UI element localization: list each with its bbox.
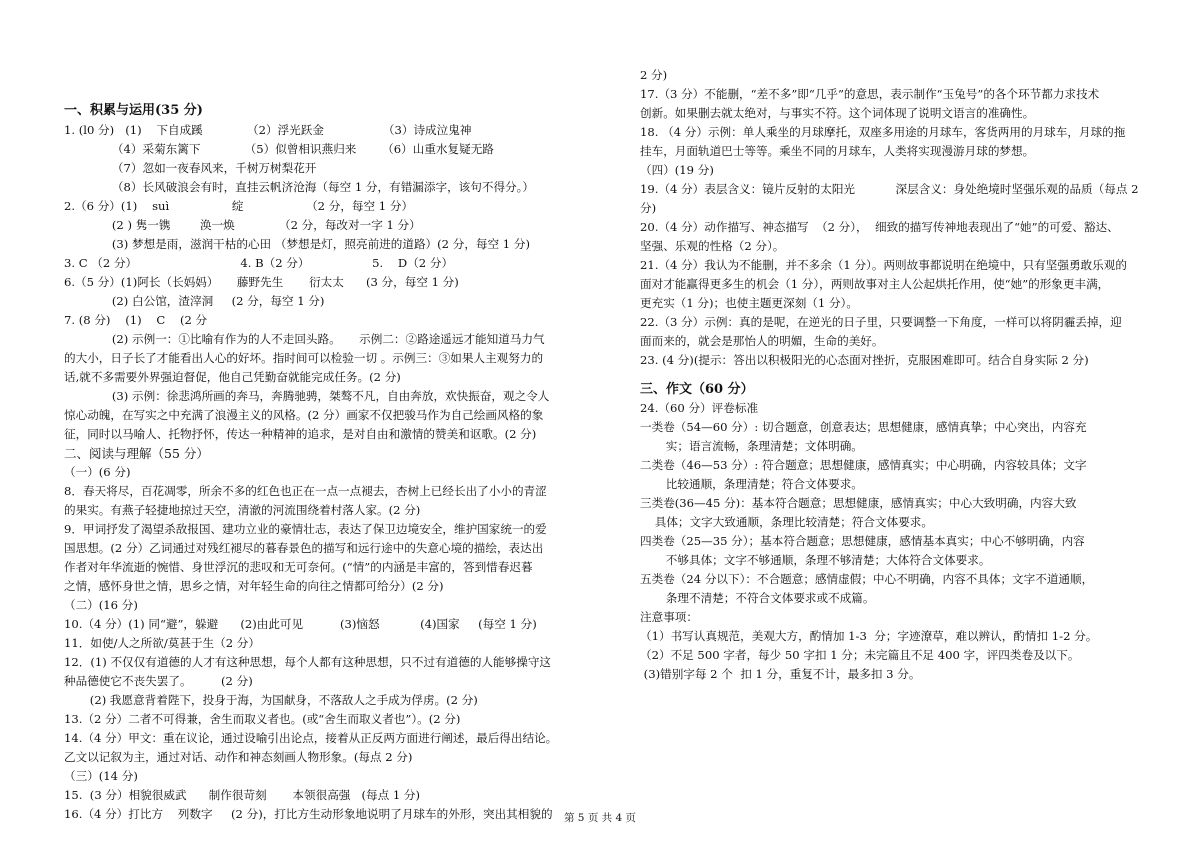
text-line: 21.（4 分）我认为不能删，并不多余（1 分）。两则故事都说明在绝境中，只有坚强勇敢乐观的: [640, 258, 1127, 272]
text-line: 种品德使它不丧失罢了。 (2 分): [64, 674, 253, 688]
text-line: 20.（4 分）动作描写、神态描写 （2 分）， 细致的描写传神地表现出了“她”的可爱、豁达、: [640, 220, 1119, 234]
text-line: 1. (l0 分) (1) 下自成蹊 （2）浮光跃金 （3）诗成泣鬼神: [64, 123, 472, 137]
text-line: 征，同时以马喻人、托物抒怀，传达一种精神的追求，是对自由和激情的赞美和讴歌。(2 分): [64, 427, 537, 441]
text-line: 的果实。有燕子轻捷地掠过天空，清澈的河流围绕着村落人家。(2 分): [64, 503, 421, 517]
text-line: 更充实（1 分)；也使主题更深刻（1 分）。: [640, 296, 858, 310]
text-line: 话,就不多需要外界强迫督促，他自己凭勤奋就能完成任务。(2 分): [64, 370, 401, 384]
text-line: 13.（2 分）二者不可得兼，舍生而取义者也。(或“舍生而取义者也”）。(2 分): [64, 712, 461, 726]
text-line: 比较通顺，条理清楚；符合文体要求。: [640, 477, 863, 491]
text-line: 三类卷(36—45 分)：基本符合题意；思想健康，感情真实；中心大致明确，内容大致: [640, 496, 1077, 510]
text-line: (3) 示例：徐悲鸿所画的奔马，奔腾驰骋，桀骜不凡，自由奔放，欢快振奋，观之令人: [64, 389, 550, 403]
text-line: 具体；文字大致通顺，条理比较清楚；符合文体要求。: [640, 515, 933, 529]
section-heading: 一、积累与运用(35 分): [64, 103, 203, 118]
text-line: 6.（5 分）(1)阿长（长妈妈） 藤野先生 衍太太 (3 分，每空 1 分): [64, 275, 459, 289]
text-line: 10.（4 分）(1) 同“避”，躲避 (2)由此可见 (3)恼怒 (4)国家 (每空 1 分): [64, 617, 537, 631]
text-line: 9．甲词抒发了渴望杀敌报国、建功立业的豪情壮志，表达了保卫边境安全，维护国家统一的爱: [64, 522, 547, 536]
text-line: 二类卷（46—53 分）: 符合题意；思想健康，感情真实；中心明确，内容较具体；文字: [640, 458, 1087, 472]
text-line: 惊心动魄，在写实之中充满了浪漫主义的风格。(2 分）画家不仅把骏马作为自己绘画风格的象: [64, 408, 544, 422]
text-line: （7）忽如一夜春风来，千树万树梨花开: [64, 161, 317, 175]
text-line: 不够具体；文字不够通顺，条理不够清楚；大体符合文体要求。: [640, 553, 991, 567]
text-line: （1）书写认真规范，美观大方，酌情加 1-3 分；字迹潦草，难以辨认，酌情扣 1-2 分。: [640, 629, 1098, 643]
text-line: 挂车，月面轨道巴士等等。乘坐不同的月球车，人类将实现漫游月球的梦想。: [640, 144, 1035, 158]
text-line: （4）采菊东篱下 （5）似曾相识燕归来 （6）山重水复疑无路: [64, 142, 494, 156]
text-line: 15. (3 分）相貌很威武 制作很苛刻 本领很高强 (每点 1 分): [64, 788, 421, 802]
text-line: 8．春天将尽，百花凋零，所余不多的红色也正在一点一点褪去，杏树上已经长出了小小的青涩: [64, 484, 547, 498]
text-line: 2.（6 分）(1) suì 绽 （2 分，每空 1 分）: [64, 199, 414, 213]
text-line: 五类卷（24 分以下）：不合题意；感情虚假；中心不明确，内容不具体；文字不道通顺，: [640, 572, 1094, 586]
text-line: 分): [640, 201, 657, 215]
section-heading: 二、阅读与理解（55 分）: [64, 446, 209, 461]
text-line: 24.（60 分）评卷标准: [640, 401, 759, 415]
text-line: 22.（3 分）示例：真的是呢，在逆光的日子里，只要调整一下角度，一样可以将阴霾丢掉，迎: [640, 315, 1122, 329]
text-line: 面而来的，就会是那怡人的明媚，生命的美好。: [640, 334, 884, 348]
text-line: 7. (8 分) (1) C (2 分: [64, 313, 208, 327]
text-line: 注意事项：: [640, 610, 698, 624]
text-line: 12．(1) 不仅仅有道德的人才有这种思想，每个人都有这种思想，只不过有道德的人能够操守这: [64, 655, 552, 669]
text-line: 四类卷（25—35 分）；基本符合题意；思想健康，感情基本真实；中心不够明确，内容: [640, 534, 1085, 548]
text-line: 11．如使/人之所欲/莫甚于生（2 分）: [64, 636, 260, 650]
text-line: 之情，感怀身世之情，思乡之情，对年轻生命的向往之情都可给分）(2 分): [64, 579, 444, 593]
text-line: 作者对年华流逝的惋惜、身世浮沉的悲叹和无可奈何。(“情”的内涵是丰富的，答到惜春迟暮: [64, 560, 533, 574]
text-line: 18. （4 分）示例：单人乘坐的月球摩托，双座多用途的月球车，客货两用的月球车，月球的拖: [640, 125, 1126, 139]
text-line: 17.（3 分）不能删，“差不多”即“几乎”的意思，表示制作“玉兔号”的各个环节都力求技术: [640, 87, 1100, 101]
text-line: (3)错别字每 2 个 扣 1 分，重复不计，最多扣 3 分。: [640, 667, 921, 681]
text-line: 一类卷（54—60 分）: 切合题意，创意表达；思想健康，感情真挚；中心突出，内容充: [640, 420, 1087, 434]
text-line: 实；语言流畅，条理清楚；文体明确。: [640, 439, 863, 453]
text-line: （一）(6 分): [64, 465, 131, 479]
text-line: 的大小，日子长了才能看出人心的好坏。指时间可以检验一切 。示例三：③如果人主观努力的: [64, 351, 544, 365]
text-line: 创新。如果删去就太绝对，与事实不符。这个词体现了说明文语言的准确性。: [640, 106, 1035, 120]
text-line: 面对才能赢得更多生的机会（1 分），两则故事对主人公起烘托作用，使“她”的形象更丰满，: [640, 277, 1110, 291]
text-line: （8）长风破浪会有时，直挂云帆济沧海（每空 1 分，有错漏添字，该句不得分。）: [64, 180, 535, 194]
text-line: (2) 我愿意背着陛下，投身于海，为国献身，不落敌人之手成为俘虏。(2 分): [64, 693, 478, 707]
text-line: (2) 示例一：①比喻有作为的人不走回头路。 示例二：②路途遥远才能知道马力气: [64, 332, 545, 346]
text-line: 坚强、乐观的性格（2 分）。: [640, 239, 785, 253]
text-line: 国思想。(2 分）乙词通过对残红褪尽的暮春景色的描写和远行途中的失意心境的描绘，表达出: [64, 541, 544, 555]
text-line: 条理不清楚；不符合文体要求或不成篇。: [640, 591, 875, 605]
text-line: 14.（4 分）甲文：重在议论，通过设喻引出论点，接着从正反两方面进行阐述，最后得出结论。: [64, 731, 558, 745]
text-line: 2 分): [640, 68, 668, 82]
text-line: 3. C （2 分） 4. B（2 分） 5. D（2 分）: [64, 256, 454, 270]
section-heading: 三、作文（60 分）: [640, 382, 754, 397]
text-line: （四）(19 分): [640, 163, 714, 177]
text-line: 乙文以记叙为主，通过对话、动作和神态刻画人物形象。(每点 2 分): [64, 750, 413, 764]
text-line: (3) 梦想是雨，滋润干枯的心田 （梦想是灯，照亮前进的道路）(2 分，每空 1 分): [64, 237, 530, 251]
text-line: (2) 白公馆，渣滓洞 (2 分，每空 1 分): [64, 294, 325, 308]
text-line: （三）(14 分): [64, 769, 138, 783]
text-line: （二）(16 分): [64, 598, 138, 612]
text-line: (2 ) 隽一镌 涣一焕 （2 分，每改对一字 1 分）: [64, 218, 421, 232]
text-line: 16.（4 分）打比方 列数字 (2 分)，打比方生动形象地说明了月球车的外形，突出其相貌的: [64, 807, 553, 821]
page-footer: 第 5 页 共 4 页: [563, 812, 637, 824]
text-line: 19.（4 分）表层含义：镜片反射的太阳光 深层含义：身处绝境时坚强乐观的品质（每点 2: [640, 182, 1139, 196]
text-line: （2）不足 500 字者，每少 50 字扣 1 分；未完篇且不足 400 字，评四类卷及以下。: [640, 648, 1080, 662]
text-line: 23. (4 分)(提示：答出以积极阳光的心态面对挫折，克服困难即可。结合自身实际 2 分): [640, 353, 1089, 367]
